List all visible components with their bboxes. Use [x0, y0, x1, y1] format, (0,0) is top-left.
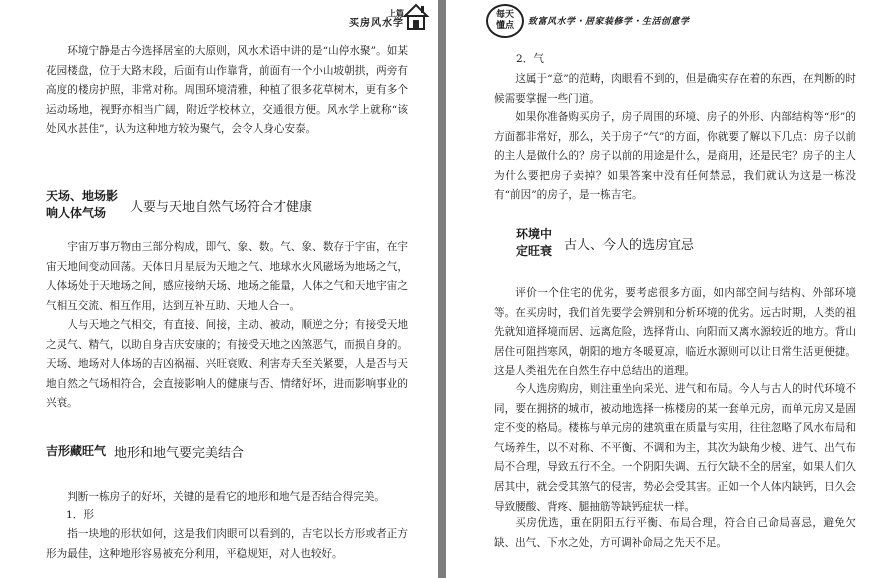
right-page: [446, 0, 888, 578]
list-item-shape: 1．形: [66, 509, 94, 521]
section-heading-terrain: [46, 442, 244, 461]
paragraph-shape: 指一块地的形状如何，这是我们肉眼可以看到的，吉宅以长方形或者正方形为最佳，这种地形容易被充分利用，平稳规矩，对人也较好。: [46, 528, 408, 560]
paragraph-buying-advice: 如果你准备购买房子，房子周围的环境、房子的外形、内部结构等“形”的方面都非常好，那么，关于房子“气”的方面，你就要了解以下几点：房子以前的主人是做什么的？房子以前的用途是什么，是商用，还是民宅？房子的主人为什么要把房子卖掉？如果答案中没有任何禁忌，我们就认为这是一栋没有“前因”的房子，是一栋吉宅。: [494, 111, 856, 202]
paragraph-qi: 这属于“意”的范畴，肉眼看不到的，但是确实存在着的东西，在判断的时候需要掌握一些门道。: [494, 73, 856, 105]
section-heading-heaven-earth: [46, 188, 312, 222]
section-tag: 环境中 定旺衰: [516, 227, 553, 258]
paragraph-ancient-choice: 评价一个住宅的优劣，要考虑很多方面，如内部空间与结构、外部环境等。在买房时，我们首先要学会辨别和分析环境的优劣。远古时期，人类的祖先就知道择境而居、远离危险，选择背山、向阳而又离水源较近的地方。背山居住可阻挡寒风，朝阳的地方冬暖夏凉，临近水源则可以让日常生活更便捷。这是人类祖先在自然生存中总结出的道理。: [494, 287, 856, 378]
section-heading-environment: [516, 226, 694, 260]
series-subtitle: 致富风水学・居家装修学・生活创意学: [528, 17, 690, 27]
volume-label: 上篇: [388, 8, 404, 18]
paragraph-quiet-environment: 环境宁静是古今选择居室的大原则，风水术语中讲的是“山停水聚”。如某花园楼盘，位于大路末段，后面有山作靠背，前面有一个小山坡朝拱，两旁有高度的楼房护照，非常对称。周围环境清雅，种植了很多花草树木，更有多个运动场地，视野亦相当广阔，附近学校林立，交通很方便。风水学上就称“该处风水甚佳”，认为这种地方较为聚气，会令人身心安泰。: [46, 45, 408, 136]
paragraph-universe: 宇宙万事万物由三部分构成，即气、象、数。气、象、数存于宇宙，在宇宙天地间变动回荡。天体日月星辰为天地之气、地球水火风磁场为地场之气，人体场处于天地场之间，感应接纳天场、地场之能量，人体之气和天地宇宙之气相互交流、相互作用，达到互补互助、天地人合一。: [46, 241, 408, 312]
section-title: 人要与天地自然气场符合才健康: [130, 199, 313, 215]
left-running-header: [349, 8, 404, 30]
section-tag: 天场、地场影 响人体气场: [46, 189, 119, 220]
paragraph-judge-house: 判断一栋房子的好坏，关键的是看它的地形和地气是否结合得完美。: [67, 491, 385, 503]
house-icon: [402, 2, 430, 32]
paragraph-best-choice: 买房优选，重在阴阳五行平衡、布局合理，符合自己命局喜忌，避免欠缺、出气、下水之处，方可调补命局之先天不足。: [494, 517, 856, 549]
paragraph-modern-choice: 今人选房购房，则注重坐向采光、进气和布局。今人与古人的时代环境不同，要在拥挤的城市，被动地选择一栋楼房的某一套单元房，而单元房又是固定不变的格局。楼栋与单元房的建筑重在质量与实用，往往忽略了风水布局和气场养生，以不对称、不平衡、不调和为主，其次为缺角少棱、进气、出气布局不合理，导致五行不全。一个阴阳失调、五行欠缺不全的居室，如果人们久居其中，就会受其煞气的侵害，势必会受其害。正如一个人体内缺钙，日久会导致腰酸、背疼、腿抽筋等缺钙症状一样。: [494, 383, 856, 513]
section-tag: 吉形藏旺气: [46, 444, 107, 458]
book-title: 买房风水学: [349, 18, 404, 29]
list-item-qi: 2．气: [516, 53, 544, 65]
left-page: [0, 0, 438, 578]
section-title: 古人、今人的选房宜忌: [564, 237, 695, 253]
section-title: 地形和地气要完美结合: [114, 446, 245, 461]
series-badge: 每天 懂点: [486, 4, 524, 38]
page-gutter: [438, 0, 446, 578]
paragraph-human-qi: 人与天地之气相交，有直接、间接，主动、被动，顺逆之分；有接受天地之灵气、精气，以助自身吉庆安康的；有接受天地之凶煞恶气，而损自身的。天场、地场对人体场的吉凶祸福、兴旺衰败、利害寿夭至关紧要，人是否与天地自然之气场相符合，会直接影响人的健康与否、情绪好坏，进而影响事业的兴衰。: [46, 319, 408, 410]
